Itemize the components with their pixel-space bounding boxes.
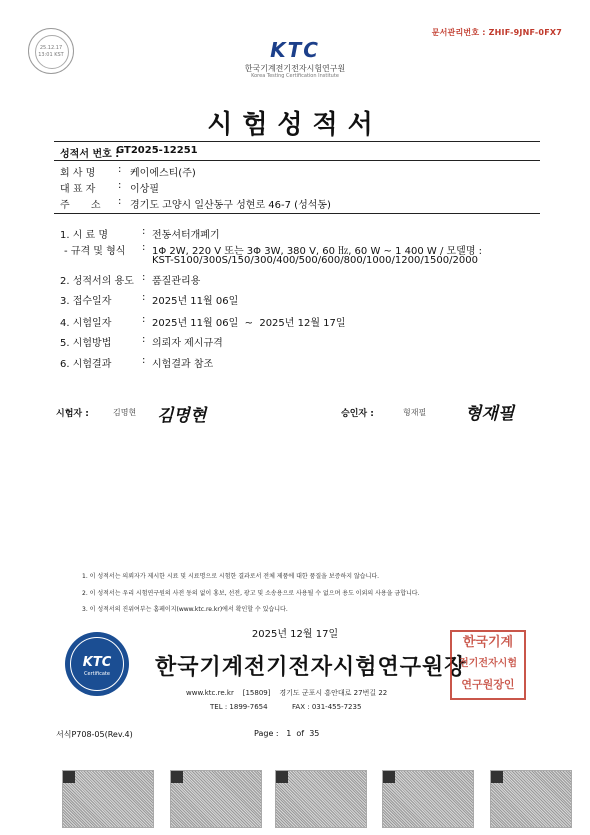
address: 경기도 군포시 흥안대로 27번길 22 — [279, 689, 388, 697]
purpose-row: 2. 성적서의 용도 : 품질관리용 — [60, 272, 201, 287]
form-number: 서식P708-05(Rev.4) — [56, 730, 133, 739]
barcode-4 — [382, 770, 474, 828]
spec-value-line1: 1Φ 2W, 220 V 또는 3Φ 3W, 380 V, 60 ㎐, 60 W ~ 1 400 W / 모델명 : — [152, 246, 483, 257]
representative-value: 이상필 — [130, 184, 159, 195]
website: www.ktc.re.kr — [186, 689, 234, 697]
ktc-certificate-badge — [65, 632, 129, 696]
cert-number-row — [60, 145, 198, 160]
received-label: 3. 접수일자 — [60, 296, 112, 307]
representative-row: 대 표 자 : 이상필 — [60, 180, 159, 195]
spec-row: - 규격 및 형식 : 1Φ 2W, 220 V 또는 3Φ 3W, 380 V, 60 ㎐, 60 W ~ 1 400 W / 모델명 : KST-S100/300S/150/300/400/500/600/800/1000/1200/1500/2000 — [64, 242, 483, 266]
result-row: 6. 시험결과 : 시험결과 참조 — [60, 355, 214, 370]
seal-line-3: 연구원장인 — [461, 678, 515, 691]
spec-value-line2: KST-S100/300S/150/300/400/500/600/800/1000/1200/1500/2000 — [152, 255, 478, 266]
page-number: Page : 1 of 35 — [254, 729, 320, 738]
divider — [54, 160, 540, 161]
address-value: 경기도 고양시 일산동구 성현로 46-7 (성석동) — [130, 200, 331, 211]
contact-line-1 — [186, 688, 387, 698]
badge-sub: Certificate — [84, 671, 110, 677]
sample-value: 전동셔터개폐기 — [152, 230, 220, 241]
result-label: 6. 시험결과 — [60, 359, 112, 370]
org-name-ko: 한국기계전기전자시험연구원 — [244, 64, 346, 73]
result-value: 시험결과 참조 — [152, 359, 214, 370]
contact-line-2 — [210, 703, 361, 711]
document-title: 시험성적서 — [207, 110, 383, 140]
stamp-time: 13:01 KST — [38, 52, 64, 58]
approver-name: 형재필 — [403, 408, 427, 417]
official-seal — [450, 630, 526, 700]
approver-label: 승인자 : — [341, 409, 374, 419]
company-value: 케이에스티(주) — [130, 168, 196, 179]
cert-number-value: GT2025-12251 — [116, 145, 198, 156]
org-name-en: Korea Testing Certification Institute — [251, 73, 339, 79]
barcode-3 — [275, 770, 367, 828]
timestamp-seal — [28, 28, 74, 74]
test-date-row: 4. 시험일자 : 2025년 11월 06일 ~ 2025년 12월 17일 — [60, 314, 346, 329]
sample-label: 1. 시 료 명 — [60, 230, 109, 241]
divider — [54, 213, 540, 214]
company-row: 회 사 명 : 케이에스티(주) — [60, 164, 196, 179]
stamp-date: 25.12.17 — [39, 45, 63, 51]
spec-label: - 규격 및 형식 — [64, 246, 126, 257]
purpose-label: 2. 성적서의 용도 — [60, 276, 134, 287]
test-date-label: 4. 시험일자 — [60, 318, 112, 329]
note-3: 3. 이 성적서의 진위여부는 홈페이지(www.ktc.re.kr)에서 확인할 수 있습니다. — [82, 606, 288, 613]
issue-date: 2025년 12월 17일 — [251, 629, 339, 640]
test-date-value: 2025년 11월 06일 ~ 2025년 12월 17일 — [152, 318, 346, 329]
address-row: 주 소 : 경기도 고양시 일산동구 성현로 46-7 (성석동) — [60, 196, 331, 211]
address-label: 주 소 — [60, 200, 101, 211]
barcode-2 — [170, 770, 262, 828]
tester-name: 김명현 — [113, 408, 137, 417]
method-row: 5. 시험방법 : 의뢰자 제시규격 — [60, 334, 223, 349]
seal-line-2: 전기전자시험 — [459, 658, 517, 669]
divider — [54, 141, 540, 142]
barcode-5 — [490, 770, 572, 828]
tester-label: 시험자 : — [56, 409, 89, 419]
note-1: 1. 이 성적서는 의뢰자가 제시한 시료 및 시료명으로 시험한 결과로서 전체 제품에 대한 품질을 보증하지 않습니다. — [82, 573, 380, 580]
sample-row: 1. 시 료 명 : 전동셔터개폐기 — [60, 226, 220, 241]
badge-text: KTC — [82, 655, 112, 670]
ktc-logo — [255, 38, 335, 62]
document-control-number: 문서관리번호 : ZHIF-9JNF-0FX7 — [431, 28, 562, 37]
company-label: 회 사 명 — [60, 168, 96, 179]
method-value: 의뢰자 제시규격 — [152, 338, 223, 349]
approver-signature: 형재필 — [465, 404, 515, 424]
representative-label: 대 표 자 — [60, 184, 96, 195]
fax: FAX : 031-455-7235 — [292, 703, 362, 711]
cert-number-label: 성적서 번호 : — [60, 149, 120, 160]
tester-signature: 김명현 — [157, 406, 207, 426]
received-row: 3. 접수일자 : 2025년 11월 06일 — [60, 292, 239, 307]
seal-line-1: 한국기계 — [462, 635, 514, 650]
issuer-name: 한국기계전기전자시험연구원장 — [155, 655, 467, 680]
received-value: 2025년 11월 06일 — [152, 296, 239, 307]
purpose-value: 품질관리용 — [152, 276, 201, 287]
barcode-1 — [62, 770, 154, 828]
logo-text: KTC — [270, 38, 320, 62]
note-2: 2. 이 성적서는 우리 시험연구원의 사전 동의 없이 홍보, 선전, 광고 및 소송용으로 사용될 수 없으며 용도 이외의 사용을 금합니다. — [82, 590, 420, 597]
method-label: 5. 시험방법 — [60, 338, 112, 349]
zip-code: [15809] — [242, 689, 271, 697]
telephone: TEL : 1899-7654 — [210, 703, 268, 711]
